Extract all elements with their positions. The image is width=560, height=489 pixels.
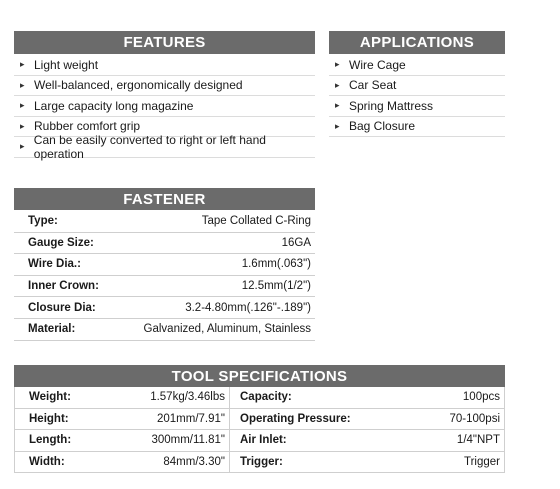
spec-label: Width:: [15, 451, 105, 473]
bullet-arrow-icon: ▸: [335, 100, 340, 111]
application-text: Wire Cage: [349, 57, 406, 72]
spec-label: Gauge Size:: [14, 232, 115, 254]
spec-value: Trigger: [417, 451, 505, 473]
spec-label: Weight:: [15, 387, 105, 408]
feature-text: Well-balanced, ergonomically designed: [34, 78, 243, 93]
table-row: [14, 318, 315, 340]
table-row: [15, 430, 504, 452]
spec-label: Air Inlet:: [230, 430, 417, 452]
bullet-arrow-icon: ▸: [335, 120, 340, 131]
table-row: [14, 211, 315, 232]
tool-specs-header: TOOL SPECIFICATIONS: [14, 365, 505, 387]
spec-value: 16GA: [115, 232, 315, 254]
table-row: [15, 451, 504, 473]
spec-label: Height:: [15, 408, 105, 430]
spec-value: Galvanized, Aluminum, Stainless: [115, 318, 315, 340]
table-row: [14, 275, 315, 297]
feature-item: [14, 96, 315, 117]
application-item: [329, 96, 505, 117]
applications-header: APPLICATIONS: [329, 31, 505, 54]
bullet-arrow-icon: ▸: [20, 120, 25, 131]
table-row: [15, 387, 504, 408]
spec-value: Tape Collated C-Ring: [115, 211, 315, 232]
bullet-arrow-icon: ▸: [335, 79, 340, 90]
spec-value: 12.5mm(1/2"): [115, 275, 315, 297]
spec-value: 300mm/11.81": [105, 430, 230, 452]
application-item: [329, 55, 505, 76]
spec-label: Type:: [14, 211, 115, 232]
table-row: [14, 297, 315, 319]
application-text: Bag Closure: [349, 119, 416, 134]
application-item: [329, 117, 505, 138]
feature-item: [14, 76, 315, 97]
spec-label: Wire Dia.:: [14, 254, 115, 276]
table-row: [15, 408, 504, 430]
spec-value: 3.2-4.80mm(.126"-.189"): [115, 297, 315, 319]
bullet-arrow-icon: ▸: [20, 79, 25, 90]
spec-value: 201mm/7.91": [105, 408, 230, 430]
spec-label: Inner Crown:: [14, 275, 115, 297]
spec-value: 1/4"NPT: [417, 430, 505, 452]
application-item: [329, 76, 505, 97]
table-row: [14, 254, 315, 276]
bullet-arrow-icon: ▸: [20, 59, 25, 70]
applications-list: [329, 55, 505, 137]
spec-label: Operating Pressure:: [230, 408, 417, 430]
bullet-arrow-icon: ▸: [20, 100, 25, 111]
table-row: [14, 232, 315, 254]
spec-value: 84mm/3.30": [105, 451, 230, 473]
spec-label: Closure Dia:: [14, 297, 115, 319]
application-text: Spring Mattress: [349, 98, 434, 113]
spec-label: Material:: [14, 318, 115, 340]
spec-label: Trigger:: [230, 451, 417, 473]
spec-value: 1.57kg/3.46lbs: [105, 387, 230, 408]
tool-specs-frame: [14, 387, 505, 473]
tool-specs-table: [15, 387, 504, 473]
bullet-arrow-icon: ▸: [20, 141, 25, 152]
spec-value: 100pcs: [417, 387, 505, 408]
features-header: FEATURES: [14, 31, 315, 54]
spec-label: Capacity:: [230, 387, 417, 408]
fastener-header: FASTENER: [14, 188, 315, 210]
feature-item: [14, 55, 315, 76]
feature-text: Large capacity long magazine: [34, 98, 194, 113]
features-list: [14, 55, 315, 161]
spec-value: 1.6mm(.063"): [115, 254, 315, 276]
spec-label: Length:: [15, 430, 105, 452]
spec-value: 70-100psi: [417, 408, 505, 430]
application-text: Car Seat: [349, 78, 397, 93]
fastener-table: [14, 211, 315, 341]
feature-item: [14, 132, 315, 161]
bullet-arrow-icon: ▸: [335, 59, 340, 70]
feature-text: Rubber comfort grip: [34, 119, 141, 134]
feature-text: Light weight: [34, 57, 99, 72]
feature-text: Can be easily converted to right or left hand operation: [33, 132, 266, 161]
